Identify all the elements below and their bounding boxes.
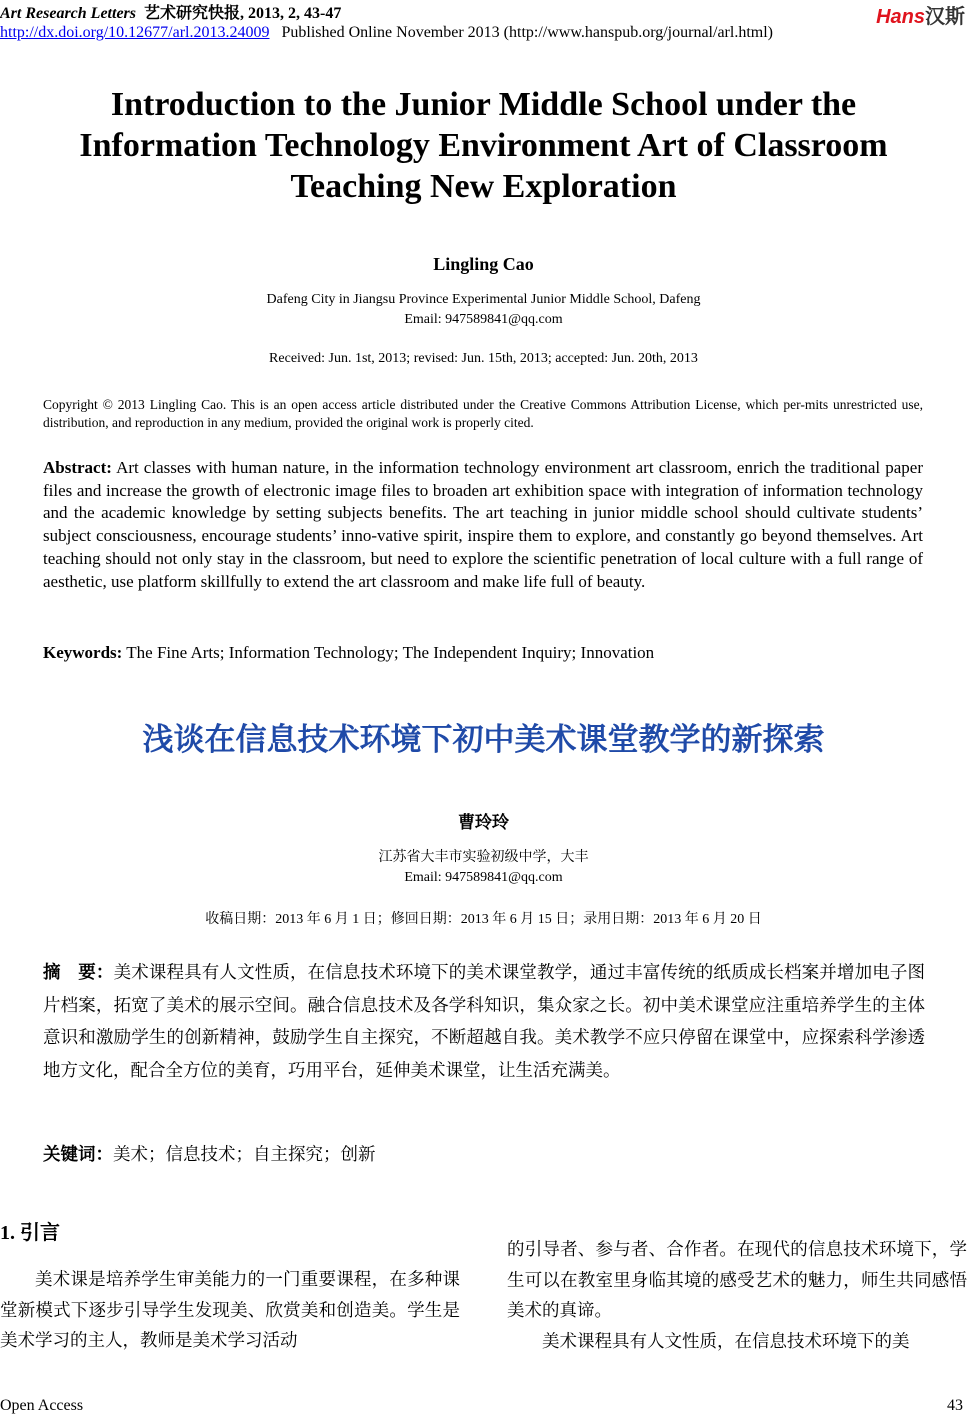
email: Email: 947589841@qq.com [404, 312, 563, 327]
cn-author: 曹玲玲 [458, 813, 509, 832]
affiliation [0, 290, 967, 330]
cn-keywords-label: 关键词： [43, 1144, 113, 1164]
keywords-text: The Fine Arts; Information Technology; The Independent Inquiry; Innovation [126, 643, 655, 662]
paragraph: 美术课程具有人文性质，在信息技术环境下的美 [542, 1330, 910, 1351]
received-dates: Received: Jun. 1st, 2013; revised: Jun. 15th, 2013; accepted: Jun. 20th, 2013 [269, 351, 698, 366]
logo-en: Hans [876, 6, 925, 28]
cn-affiliation-text: 江苏省大丰市实验初级中学，大丰 [378, 850, 589, 865]
abstract-label: Abstract: [43, 458, 112, 477]
logo-cn: 汉斯 [925, 6, 965, 28]
column-right [507, 1234, 967, 1356]
cn-title: 浅谈在信息技术环境下初中美术课堂教学的新探索 [142, 722, 825, 758]
cn-abstract-label: 摘 要： [43, 962, 114, 982]
section-heading: 1. 引言 [0, 1222, 60, 1244]
journal-issue: 艺术研究快报, 2013, 2, 43-47 [144, 5, 342, 22]
cn-abstract [43, 956, 925, 1086]
paragraph: 的引导者、参与者、合作者。在现代的信息技术环境下，学生可以在教室里身临其境的感受艺术的魅力，师生共同感悟美术的真谛。 [507, 1239, 967, 1320]
page-number: 43 [947, 1397, 963, 1414]
cn-dates: 收稿日期：2013 年 6 月 1 日；修回日期：2013 年 6 月 15 日；录用日期：2013 年 6 月 20 日 [205, 912, 762, 927]
cn-keywords [43, 1141, 376, 1166]
footer-open-access: Open Access [0, 1397, 84, 1414]
abstract-text: Art classes with human nature, in the information technology environment art classroom, enrich the traditional paper files and increase the growth of electronic image files to broaden art exhibition space with integration of information technology and the academic knowledge by setting subjects benefits. The art teaching in junior middle school should cultivate students’ subject consciousness, encourage students’ inno-vative spirit, inspire them to explore, and constantly go beyond themselves. Art teaching should not only stay in the classroom, but need to explore the scientific penetration of local culture with a full range of aesthetic, use platform skillfully to extend the art classroom and make life full of beauty. [43, 458, 923, 591]
hans-logo [876, 0, 965, 29]
published-info: Published Online November 2013 (http://www.hanspub.org/journal/arl.html) [281, 24, 773, 41]
journal-header [0, 0, 341, 23]
copyright: Copyright © 2013 Lingling Cao. This is an open access article distributed under the Creative Commons Attribution License, which per-mits unrestricted use, distribution, and reproduction in any medium, provided the original work is properly cited. [43, 397, 923, 430]
paragraph: 美术课是培养学生审美能力的一门重要课程，在多种课堂新模式下逐步引导学生发现美、欣赏美和创造美。学生是美术学习的主人，教师是美术学习活动 [0, 1269, 460, 1350]
doi-link[interactable]: http://dx.doi.org/10.12677/arl.2013.24009 [0, 24, 270, 41]
keywords-label: Keywords: [43, 643, 123, 662]
abstract [43, 457, 923, 593]
paper-title: Introduction to the Junior Middle School under the Information Technology Environment Art of Classroom Teaching New Exploration [79, 86, 888, 205]
affiliation-text: Dafeng City in Jiangsu Province Experimental Junior Middle School, Dafeng [266, 292, 701, 307]
keywords [43, 643, 654, 663]
author: Lingling Cao [433, 254, 534, 274]
journal-name: Art Research Letters [0, 5, 136, 22]
column-left [0, 1264, 460, 1356]
cn-email: Email: 947589841@qq.com [404, 870, 563, 885]
cn-keywords-text: 美术；信息技术；自主探究；创新 [113, 1144, 376, 1164]
cn-affiliation [0, 848, 967, 888]
cn-abstract-text: 美术课程具有人文性质，在信息技术环境下的美术课堂教学，通过丰富传统的纸质成长档案并增加电子图片档案，拓宽了美术的展示空间。融合信息技术及各学科知识，集众家之长。初中美术课堂应注重培养学生的主体意识和激励学生的创新精神，鼓励学生自主探究，不断超越自我。美术教学不应只停留在课堂中，应探索科学渗透地方文化，配合全方位的美育，巧用平台，延伸美术课堂，让生活充满美。 [43, 962, 926, 1080]
doi-line [0, 24, 773, 42]
